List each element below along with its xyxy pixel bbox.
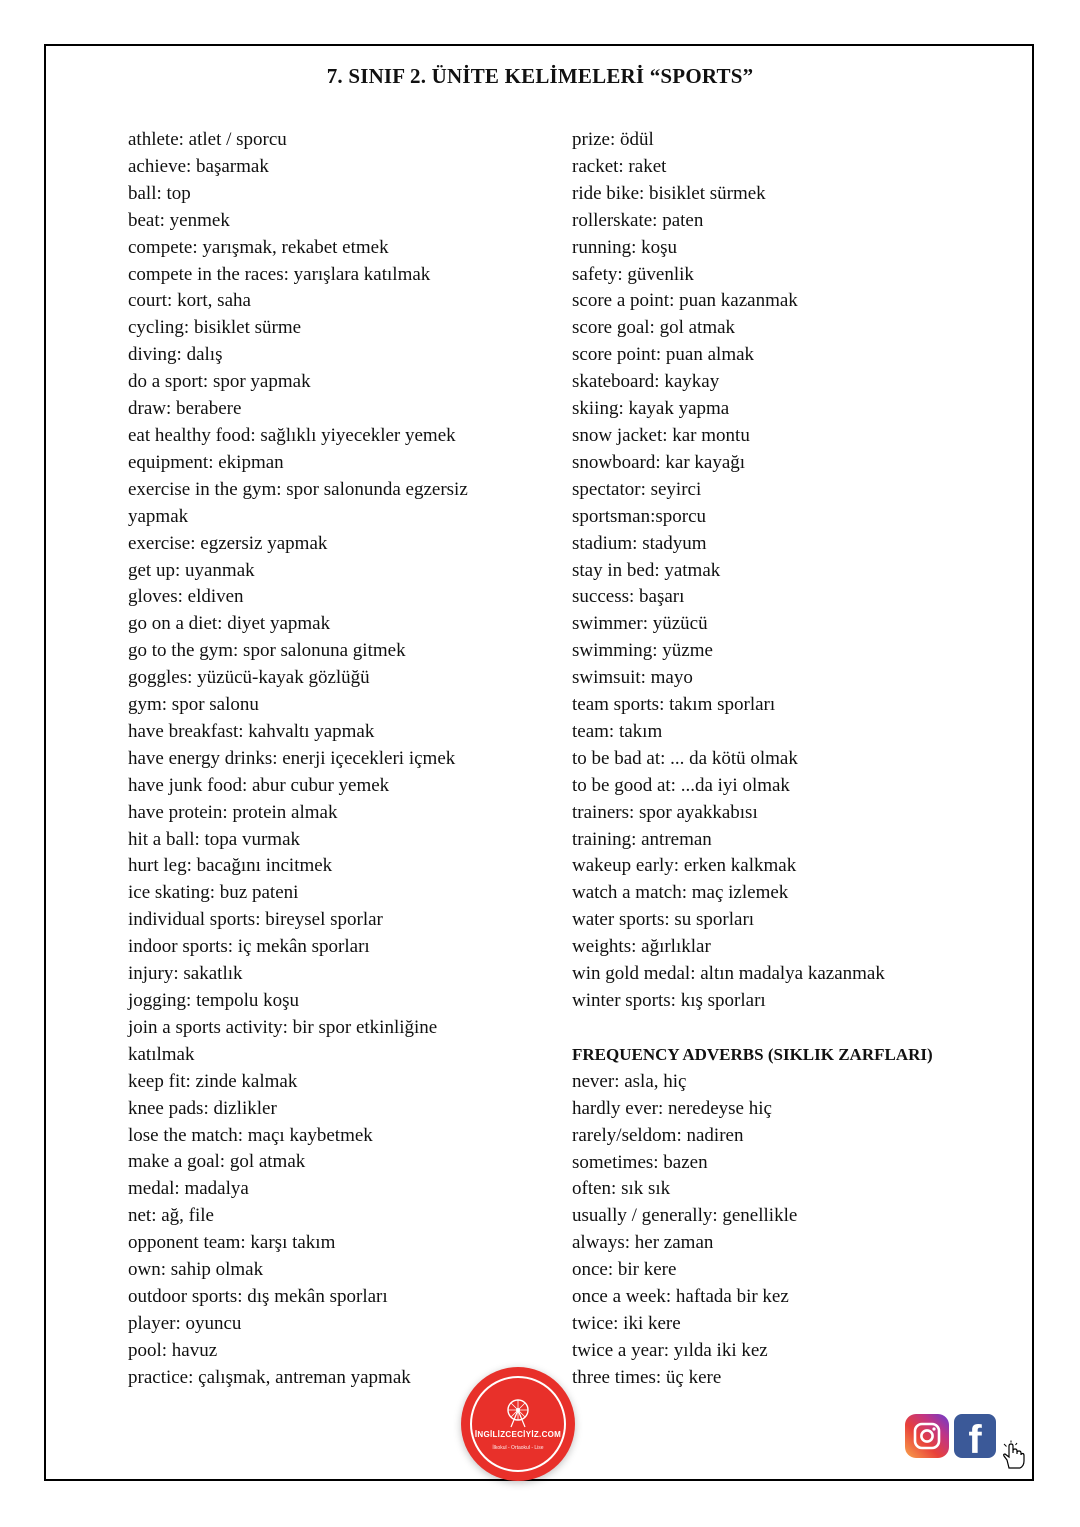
list-item: join a sports activity: bir spor etkinliğine	[128, 1016, 438, 1038]
list-item: compete in the races: yarışlara katılmak	[128, 263, 431, 285]
list-item: score goal: gol atmak	[572, 317, 736, 339]
list-item: gym: spor salonu	[128, 694, 259, 716]
list-item: get up: uyanmak	[128, 559, 255, 581]
list-item: ride bike: bisiklet sürmek	[572, 182, 766, 204]
list-item: trainers: spor ayakkabısı	[572, 801, 758, 823]
list-item: compete: yarışmak, rekabet etmek	[128, 236, 389, 258]
list-item: swimsuit: mayo	[572, 667, 693, 689]
list-item: score point: puan almak	[572, 344, 755, 366]
facebook-glyph: f	[968, 1418, 982, 1458]
list-item: cycling: bisiklet sürme	[128, 317, 302, 339]
list-item: twice: iki kere	[572, 1312, 681, 1334]
list-item: indoor sports: iç mekân sporları	[128, 936, 370, 958]
list-item: beat: yenmek	[128, 209, 230, 231]
list-item: yapmak	[128, 505, 189, 527]
list-item: own: sahip olmak	[128, 1259, 264, 1281]
instagram-icon[interactable]	[905, 1414, 949, 1458]
facebook-icon[interactable]	[954, 1414, 996, 1458]
list-item: spectator: seyirci	[572, 478, 702, 500]
ferris-wheel-icon	[505, 1398, 531, 1428]
list-item: jogging: tempolu koşu	[128, 990, 299, 1011]
list-item: never: asla, hiç	[572, 1070, 687, 1092]
list-item: sportsman:sporcu	[572, 505, 707, 527]
list-item: court: kort, saha	[128, 290, 251, 312]
list-item: exercise in the gym: spor salonunda egzersiz	[128, 478, 468, 500]
list-item: once: bir kere	[572, 1259, 677, 1281]
list-item: go to the gym: spor salonuna gitmek	[128, 640, 406, 662]
list-item: equipment: ekipman	[128, 451, 284, 473]
list-item: ice skating: buz pateni	[128, 882, 299, 904]
list-item: individual sports: bireysel sporlar	[128, 909, 383, 931]
list-item: achieve: başarmak	[128, 155, 269, 177]
list-item: stadium: stadyum	[572, 532, 707, 554]
list-item: player: oyuncu	[128, 1312, 242, 1334]
page-title: 7. SINIF 2. ÜNİTE KELİMELERİ “SPORTS”	[326, 64, 754, 88]
list-item: three times: üç kere	[572, 1366, 722, 1388]
list-item: team: takım	[572, 720, 663, 742]
list-item: stay in bed: yatmak	[572, 559, 721, 581]
list-item: skateboard: kaykay	[572, 371, 720, 393]
list-item: draw: berabere	[128, 398, 242, 420]
list-item: practice: çalışmak, antreman yapmak	[128, 1366, 411, 1388]
list-item: medal: madalya	[128, 1178, 249, 1200]
list-item: go on a diet: diyet yapmak	[128, 613, 331, 635]
list-item: do a sport: spor yapmak	[128, 371, 311, 393]
list-item: rollerskate: paten	[572, 209, 704, 231]
list-item: hurt leg: bacağını incitmek	[128, 855, 333, 877]
logo-name: İNGİLİZCECİYİZ.COM	[474, 1429, 562, 1439]
section-spacer	[572, 1015, 1012, 1042]
list-item: goggles: yüzücü-kayak gözlüğü	[128, 667, 370, 689]
list-item: make a goal: gol atmak	[128, 1151, 306, 1173]
list-item: often: sık sık	[572, 1178, 671, 1200]
list-item: opponent team: karşı takım	[128, 1232, 336, 1254]
list-item: success: başarı	[572, 586, 685, 608]
list-item: katılmak	[128, 1043, 195, 1065]
list-item: rarely/seldom: nadiren	[572, 1124, 744, 1146]
list-item: hardly ever: neredeyse hiç	[572, 1097, 772, 1119]
list-item: swimming: yüzme	[572, 640, 713, 662]
left-word-list	[128, 127, 548, 1392]
list-item: net: ağ, file	[128, 1205, 214, 1227]
list-item: watch a match: maç izlemek	[572, 882, 789, 904]
list-item: have breakfast: kahvaltı yapmak	[128, 720, 375, 742]
list-item: wakeup early: erken kalkmak	[572, 855, 797, 877]
list-item: winter sports: kış sporları	[572, 990, 766, 1011]
frequency-heading: FREQUENCY ADVERBS (SIKLIK ZARFLARI)	[572, 1044, 933, 1064]
list-item: running: koşu	[572, 236, 678, 258]
list-item: safety: güvenlik	[572, 263, 694, 285]
list-item: athlete: atlet / sporcu	[128, 129, 287, 150]
list-item: twice a year: yılda iki kez	[572, 1339, 768, 1361]
list-item: score a point: puan kazanmak	[572, 290, 798, 312]
site-logo[interactable]	[461, 1367, 575, 1481]
list-item: outdoor sports: dış mekân sporları	[128, 1285, 388, 1307]
list-item: to be good at: ...da iyi olmak	[572, 774, 790, 796]
list-item: keep fit: zinde kalmak	[128, 1070, 298, 1092]
list-item: gloves: eldiven	[128, 586, 244, 608]
list-item: racket: raket	[572, 155, 667, 177]
list-item: win gold medal: altın madalya kazanmak	[572, 963, 885, 985]
instagram-glyph	[912, 1421, 942, 1451]
list-item: snowboard: kar kayağı	[572, 451, 746, 473]
list-item: swimmer: yüzücü	[572, 613, 708, 635]
list-item: weights: ağırlıklar	[572, 936, 711, 958]
list-item: ball: top	[128, 182, 191, 204]
list-item: diving: dalış	[128, 344, 223, 366]
list-item: team sports: takım sporları	[572, 694, 776, 716]
logo-ring	[470, 1376, 566, 1472]
list-item: training: antreman	[572, 828, 712, 850]
list-item: knee pads: dizlikler	[128, 1097, 277, 1119]
right-word-list	[572, 127, 1012, 1392]
list-item: to be bad at: ... da kötü olmak	[572, 747, 798, 769]
list-item: skiing: kayak yapma	[572, 398, 730, 420]
list-item: injury: sakatlık	[128, 963, 243, 985]
list-item: have energy drinks: enerji içecekleri içmek	[128, 747, 456, 769]
list-item: always: her zaman	[572, 1232, 714, 1254]
list-item: eat healthy food: sağlıklı yiyecekler yemek	[128, 424, 456, 446]
list-item: once a week: haftada bir kez	[572, 1286, 789, 1308]
hand-pointer-icon	[1000, 1440, 1026, 1470]
list-item: lose the match: maçı kaybetmek	[128, 1124, 373, 1146]
list-item: prize: ödül	[572, 129, 654, 150]
logo-tagline: İlkokul - Ortaokul - Lise	[492, 1444, 544, 1451]
list-item: pool: havuz	[128, 1339, 218, 1361]
list-item: snow jacket: kar montu	[572, 424, 750, 446]
list-item: water sports: su sporları	[572, 909, 755, 931]
list-item: sometimes: bazen	[572, 1151, 708, 1173]
list-item: hit a ball: topa vurmak	[128, 828, 301, 850]
list-item: exercise: egzersiz yapmak	[128, 532, 328, 554]
list-item: have junk food: abur cubur yemek	[128, 774, 390, 796]
list-item: have protein: protein almak	[128, 801, 338, 823]
list-item: usually / generally: genellikle	[572, 1205, 798, 1227]
